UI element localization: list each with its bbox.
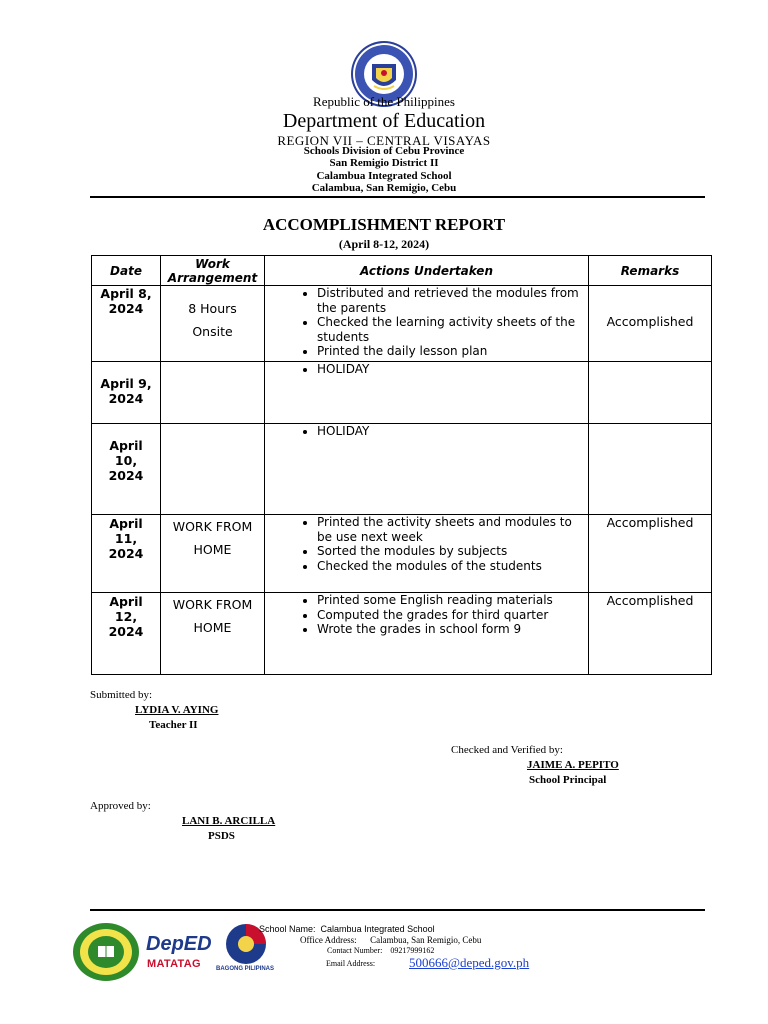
- date-line: 2024: [108, 468, 144, 483]
- remarks-cell: Accomplished: [589, 593, 712, 675]
- work-line: HOME: [193, 542, 232, 557]
- footer-contact: [327, 946, 434, 955]
- actions-cell: [265, 286, 589, 362]
- footer-contact-label: Contact Number:: [327, 946, 383, 955]
- header-date: Date: [92, 256, 161, 286]
- header-work-line1: Work: [195, 256, 230, 271]
- action-item: • Distributed and retrieved the modules from the parents: [317, 286, 588, 315]
- remarks-cell: Accomplished: [589, 515, 712, 593]
- footer-office-value: Calambua, San Remigio, Cebu: [370, 935, 482, 945]
- date-cell: [92, 515, 161, 593]
- division-heading: Schools Division of Cebu Province: [303, 145, 465, 157]
- table-row: [92, 286, 712, 362]
- date-line: 2024: [108, 546, 144, 561]
- republic-heading: Republic of the Philippines: [313, 94, 455, 109]
- footer-office-label: Office Address:: [300, 935, 357, 945]
- department-heading: Department of Education: [282, 110, 486, 132]
- header-remarks: Remarks: [589, 256, 712, 286]
- footer-office: [300, 935, 481, 945]
- report-title: ACCOMPLISHMENT REPORT: [262, 215, 506, 234]
- submitted-by-name: LYDIA V. AYING: [135, 704, 219, 716]
- work-line: HOME: [193, 620, 232, 635]
- footer-school-value: Calambua Integrated School: [320, 924, 435, 934]
- action-item: • Printed some English reading materials: [317, 593, 588, 608]
- date-line: 2024: [108, 391, 144, 406]
- date-line: 2024: [108, 301, 144, 316]
- action-item: • Sorted the modules by subjects: [317, 544, 588, 559]
- footer-email-label: Email Address:: [326, 959, 376, 968]
- checked-by-label: Checked and Verified by:: [451, 744, 563, 756]
- work-line: WORK FROM: [172, 519, 253, 534]
- footer-contact-value: 09217999162: [390, 946, 435, 955]
- footer-email-link[interactable]: 500666@deped.gov.ph: [409, 955, 530, 970]
- district-heading: San Remigio District II: [329, 157, 439, 169]
- date-line: April 8,: [100, 286, 152, 301]
- table-row: [92, 424, 712, 515]
- work-line: 8 Hours: [188, 301, 237, 316]
- work-cell: [161, 593, 265, 675]
- date-cell: [92, 593, 161, 675]
- report-period: (April 8-12, 2024): [338, 237, 430, 251]
- actions-cell: [265, 515, 589, 593]
- date-line: 2024: [108, 624, 144, 639]
- submitted-by-position: Teacher II: [149, 719, 198, 731]
- date-line: 11,: [114, 531, 138, 546]
- header-actions: Actions Undertaken: [265, 256, 589, 286]
- region-heading: REGION VII – CENTRAL VISAYAS: [277, 133, 491, 148]
- work-cell: [161, 286, 265, 362]
- table-header-row: [92, 256, 712, 286]
- date-cell: [92, 362, 161, 424]
- deped-logo: DepED: [146, 933, 212, 955]
- checked-by-name: JAIME A. PEPITO: [527, 759, 619, 771]
- header-work-line2: Arrangement: [167, 270, 258, 285]
- work-cell: [161, 515, 265, 593]
- actions-cell: [265, 424, 589, 515]
- remarks-cell: Accomplished: [589, 286, 712, 362]
- school-logo: [72, 922, 140, 982]
- remarks-cell: [589, 424, 712, 515]
- checked-by-position: School Principal: [529, 774, 607, 786]
- footer-school-label: School Name:: [259, 924, 316, 934]
- work-line: Onsite: [192, 324, 233, 339]
- date-cell: [92, 286, 161, 362]
- approved-by-label: Approved by:: [90, 800, 151, 812]
- header-work-arrangement: [161, 256, 265, 286]
- action-item: • Checked the learning activity sheets of the students: [317, 315, 588, 344]
- accomplishment-table: [91, 255, 712, 675]
- action-item: • Printed the daily lesson plan: [317, 344, 588, 359]
- work-line: WORK FROM: [172, 597, 253, 612]
- footer-divider: [90, 909, 705, 911]
- remarks-cell: [589, 362, 712, 424]
- school-heading: Calambua Integrated School: [316, 170, 452, 182]
- actions-cell: [265, 593, 589, 675]
- date-line: April: [109, 438, 143, 453]
- footer-school-name: [259, 924, 435, 934]
- date-line: April: [109, 594, 143, 609]
- table-row: [92, 515, 712, 593]
- date-line: 12,: [114, 609, 138, 624]
- action-item: • Checked the modules of the students: [317, 559, 588, 574]
- matatag-logo: MATATAG: [147, 958, 201, 970]
- bagong-pilipinas-text: BAGONG PILIPINAS: [216, 966, 275, 972]
- submitted-by-label: Submitted by:: [90, 689, 153, 701]
- action-item: • HOLIDAY: [317, 362, 588, 377]
- date-cell: [92, 424, 161, 515]
- approved-by-name: LANI B. ARCILLA: [182, 815, 276, 827]
- action-item: • Printed the activity sheets and modules to be use next week: [317, 515, 588, 544]
- address-heading: Calambua, San Remigio, Cebu: [311, 182, 457, 194]
- header-divider: [90, 196, 705, 198]
- action-item: • Computed the grades for third quarter: [317, 608, 588, 623]
- action-item: • Wrote the grades in school form 9: [317, 622, 588, 637]
- table-row: [92, 593, 712, 675]
- work-cell: [161, 424, 265, 515]
- date-line: 10,: [114, 453, 138, 468]
- date-line: April: [109, 516, 143, 531]
- actions-cell: [265, 362, 589, 424]
- action-item: • HOLIDAY: [317, 424, 588, 439]
- date-line: April 9,: [100, 376, 152, 391]
- approved-by-position: PSDS: [208, 830, 235, 842]
- table-row: [92, 362, 712, 424]
- work-cell: [161, 362, 265, 424]
